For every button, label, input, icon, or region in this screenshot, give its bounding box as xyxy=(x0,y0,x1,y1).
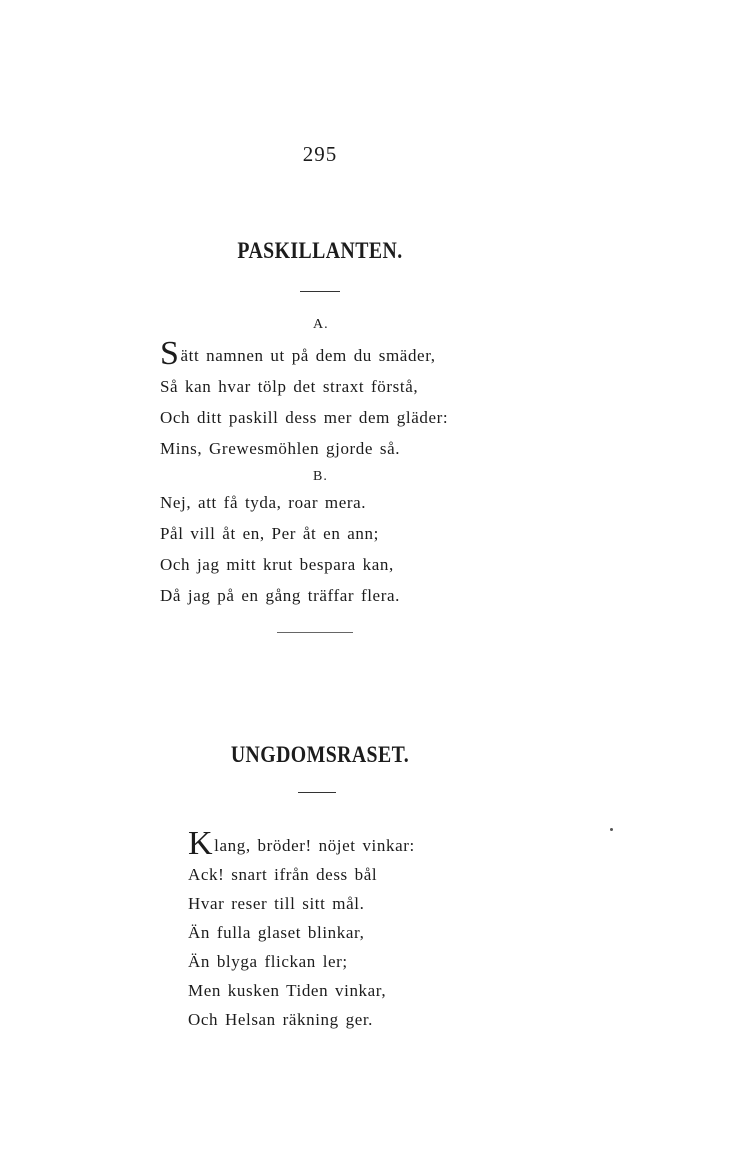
verse-line: Men kusken Tiden vinkar, xyxy=(188,981,387,1000)
verse-line-text: ätt namnen ut på dem du smäder, xyxy=(180,346,436,365)
verse-line: Och Helsan räkning ger. xyxy=(188,1010,374,1029)
verse-line: Mins, Grewesmöhlen gjorde så. xyxy=(160,439,401,458)
verse-line: Och jag mitt krut bespara kan, xyxy=(160,555,394,574)
stanza-b xyxy=(160,487,400,611)
page-number: 295 xyxy=(302,142,338,166)
drop-cap: K xyxy=(188,825,214,862)
print-speck xyxy=(610,828,613,831)
verse-line: Så kan hvar tölp det straxt förstå, xyxy=(160,377,419,396)
verse-line: Än blyga flickan ler; xyxy=(188,952,348,971)
verse-line: Hvar reser till sitt mål. xyxy=(188,894,365,913)
verse-line xyxy=(160,335,448,372)
verse-line: Och ditt paskill dess mer dem gläder: xyxy=(160,408,449,427)
section-label-b: B. xyxy=(313,469,328,484)
drop-cap: S xyxy=(160,335,180,372)
title-divider xyxy=(300,291,340,292)
title-divider xyxy=(298,792,336,793)
stanza-ungdomsraset xyxy=(188,825,415,1034)
poem-title-paskillanten: PASKILLANTEN. xyxy=(237,238,403,263)
verse-line: Nej, att få tyda, roar mera. xyxy=(160,493,367,512)
poem-title-ungdomsraset: UNGDOMSRASET. xyxy=(230,742,410,767)
verse-line: Då jag på en gång träffar flera. xyxy=(160,586,400,605)
stanza-a xyxy=(160,335,449,464)
section-label-a: A. xyxy=(313,317,329,332)
verse-line-text: lang, bröder! nöjet vinkar: xyxy=(214,836,415,855)
verse-line xyxy=(188,825,415,862)
poem-end-divider xyxy=(277,632,353,633)
verse-line: Ack! snart ifrån dess bål xyxy=(188,865,378,884)
verse-line: Pål vill åt en, Per åt en ann; xyxy=(160,524,379,543)
verse-line: Än fulla glaset blinkar, xyxy=(188,923,365,942)
